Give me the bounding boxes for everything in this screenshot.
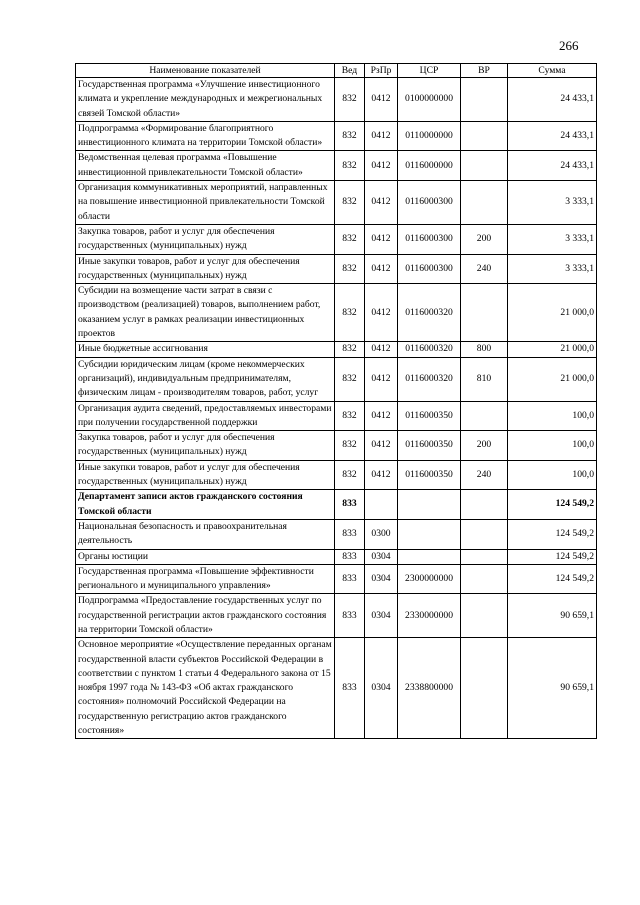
row-sum-cell: 100,0 (508, 401, 597, 431)
row-ved-cell: 832 (335, 254, 365, 284)
row-rzpr-cell: 0412 (365, 78, 398, 122)
row-csr-cell (398, 519, 461, 549)
row-vr-cell (461, 181, 508, 225)
column-header-ved: Вед (335, 64, 365, 78)
table-row (76, 78, 597, 122)
row-name-cell: Закупка товаров, работ и услуг для обеспечения государственных (муниципальных) нужд (76, 224, 335, 254)
row-rzpr-cell: 0412 (365, 224, 398, 254)
row-name-cell: Иные закупки товаров, работ и услуг для обеспечения государственных (муниципальных) нужд (76, 254, 335, 284)
row-csr-cell: 2338800000 (398, 638, 461, 739)
row-name-cell: Подпрограмма «Предоставление государственных услуг по государственной регистрации актов гражданского состояния на территории Томской области» (76, 594, 335, 638)
table-row (76, 284, 597, 342)
table-row (76, 519, 597, 549)
row-vr-cell (461, 490, 508, 520)
row-sum-cell: 124 549,2 (508, 490, 597, 520)
row-sum-cell: 3 333,1 (508, 254, 597, 284)
row-csr-cell: 0116000320 (398, 284, 461, 342)
budget-table (75, 63, 597, 739)
row-vr-cell: 240 (461, 460, 508, 490)
table-row (76, 549, 597, 564)
row-name-cell: Подпрограмма «Формирование благоприятного инвестиционного климата на территории Томской области» (76, 121, 335, 151)
table-body (76, 78, 597, 739)
table-row (76, 460, 597, 490)
row-csr-cell: 0116000350 (398, 460, 461, 490)
row-rzpr-cell (365, 490, 398, 520)
row-sum-cell: 124 549,2 (508, 549, 597, 564)
row-name-cell: Иные закупки товаров, работ и услуг для обеспечения государственных (муниципальных) нужд (76, 460, 335, 490)
table-row (76, 357, 597, 401)
row-vr-cell (461, 151, 508, 181)
row-csr-cell: 0116000300 (398, 181, 461, 225)
row-vr-cell (461, 638, 508, 739)
row-sum-cell: 21 000,0 (508, 357, 597, 401)
table-row (76, 490, 597, 520)
row-csr-cell: 0116000300 (398, 224, 461, 254)
row-vr-cell (461, 401, 508, 431)
row-ved-cell: 833 (335, 490, 365, 520)
row-name-cell: Национальная безопасность и правоохранительная деятельность (76, 519, 335, 549)
row-name-cell: Государственная программа «Повышение эффективности регионального и муниципального управления» (76, 564, 335, 594)
row-csr-cell: 2300000000 (398, 564, 461, 594)
row-vr-cell: 800 (461, 342, 508, 357)
row-vr-cell: 200 (461, 224, 508, 254)
row-rzpr-cell: 0304 (365, 594, 398, 638)
row-name-cell: Субсидии юридическим лицам (кроме некоммерческих организаций), индивидуальным предпринимателям, физическим лицам - производителям товаров, работ, услуг (76, 357, 335, 401)
row-rzpr-cell: 0412 (365, 431, 398, 461)
row-name-cell: Государственная программа «Улучшение инвестиционного климата и укрепление международных и межрегиональных связей Томской области» (76, 78, 335, 122)
column-header-sum: Сумма (508, 64, 597, 78)
row-rzpr-cell: 0304 (365, 549, 398, 564)
row-name-cell: Ведомственная целевая программа «Повышение инвестиционной привлекательности Томской области» (76, 151, 335, 181)
row-rzpr-cell: 0412 (365, 151, 398, 181)
row-ved-cell: 832 (335, 78, 365, 122)
row-rzpr-cell: 0412 (365, 357, 398, 401)
row-rzpr-cell: 0412 (365, 181, 398, 225)
row-csr-cell: 0116000300 (398, 254, 461, 284)
row-sum-cell: 124 549,2 (508, 519, 597, 549)
row-ved-cell: 833 (335, 564, 365, 594)
row-rzpr-cell: 0304 (365, 638, 398, 739)
row-ved-cell: 833 (335, 519, 365, 549)
table-row (76, 121, 597, 151)
table-row (76, 431, 597, 461)
row-vr-cell: 200 (461, 431, 508, 461)
table-row (76, 401, 597, 431)
row-rzpr-cell: 0304 (365, 564, 398, 594)
row-vr-cell (461, 564, 508, 594)
row-csr-cell: 0100000000 (398, 78, 461, 122)
column-header-rzpr: РзПр (365, 64, 398, 78)
row-vr-cell: 240 (461, 254, 508, 284)
row-csr-cell: 0116000350 (398, 401, 461, 431)
row-ved-cell: 833 (335, 594, 365, 638)
table-row (76, 564, 597, 594)
row-vr-cell (461, 78, 508, 122)
row-name-cell: Организация коммуникативных мероприятий, направленных на повышение инвестиционной привлекательности Томской области (76, 181, 335, 225)
row-vr-cell (461, 284, 508, 342)
table-row (76, 342, 597, 357)
table-header-row (76, 64, 597, 78)
table-row (76, 151, 597, 181)
row-csr-cell: 0116000320 (398, 357, 461, 401)
row-sum-cell: 90 659,1 (508, 638, 597, 739)
row-csr-cell: 0110000000 (398, 121, 461, 151)
row-rzpr-cell: 0412 (365, 121, 398, 151)
row-sum-cell: 21 000,0 (508, 284, 597, 342)
row-ved-cell: 832 (335, 342, 365, 357)
row-ved-cell: 833 (335, 549, 365, 564)
column-header-vr: ВР (461, 64, 508, 78)
row-sum-cell: 90 659,1 (508, 594, 597, 638)
row-name-cell: Департамент записи актов гражданского состояния Томской области (76, 490, 335, 520)
row-sum-cell: 124 549,2 (508, 564, 597, 594)
row-vr-cell (461, 121, 508, 151)
row-ved-cell: 832 (335, 401, 365, 431)
row-rzpr-cell: 0412 (365, 401, 398, 431)
column-header-csr: ЦСР (398, 64, 461, 78)
row-csr-cell: 0116000320 (398, 342, 461, 357)
row-name-cell: Закупка товаров, работ и услуг для обеспечения государственных (муниципальных) нужд (76, 431, 335, 461)
row-rzpr-cell: 0300 (365, 519, 398, 549)
table-row (76, 594, 597, 638)
row-ved-cell: 832 (335, 224, 365, 254)
row-sum-cell: 24 433,1 (508, 78, 597, 122)
row-ved-cell: 832 (335, 431, 365, 461)
row-name-cell: Основное мероприятие «Осуществление переданных органам государственной власти субъектов Российской Федерации в соответствии с пунктом 1 статьи 4 Федерального закона от 15 ноября 1997 года № 143-ФЗ «Об актах гражданского состояния» полномочий Российской Федерации на государственную регистрацию актов гражданского состояния» (76, 638, 335, 739)
row-ved-cell: 832 (335, 181, 365, 225)
row-rzpr-cell: 0412 (365, 254, 398, 284)
row-sum-cell: 3 333,1 (508, 181, 597, 225)
row-rzpr-cell: 0412 (365, 342, 398, 357)
row-csr-cell: 2330000000 (398, 594, 461, 638)
row-ved-cell: 832 (335, 151, 365, 181)
row-ved-cell: 832 (335, 357, 365, 401)
table-row (76, 638, 597, 739)
row-sum-cell: 24 433,1 (508, 121, 597, 151)
row-ved-cell: 832 (335, 460, 365, 490)
row-csr-cell (398, 549, 461, 564)
row-name-cell: Иные бюджетные ассигнования (76, 342, 335, 357)
row-sum-cell: 3 333,1 (508, 224, 597, 254)
row-name-cell: Органы юстиции (76, 549, 335, 564)
row-sum-cell: 24 433,1 (508, 151, 597, 181)
row-csr-cell: 0116000000 (398, 151, 461, 181)
row-vr-cell (461, 594, 508, 638)
row-ved-cell: 833 (335, 638, 365, 739)
column-header-name: Наименование показателей (76, 64, 335, 78)
row-ved-cell: 832 (335, 121, 365, 151)
row-csr-cell: 0116000350 (398, 431, 461, 461)
row-sum-cell: 100,0 (508, 460, 597, 490)
table-row (76, 224, 597, 254)
row-vr-cell: 810 (461, 357, 508, 401)
row-ved-cell: 832 (335, 284, 365, 342)
row-rzpr-cell: 0412 (365, 284, 398, 342)
row-name-cell: Субсидии на возмещение части затрат в связи с производством (реализацией) товаров, выполнением работ, оказанием услуг в рамках реализации инвестиционных проектов (76, 284, 335, 342)
row-sum-cell: 100,0 (508, 431, 597, 461)
row-name-cell: Организация аудита сведений, предоставляемых инвесторами при получении государственной поддержки (76, 401, 335, 431)
row-csr-cell (398, 490, 461, 520)
row-rzpr-cell: 0412 (365, 460, 398, 490)
row-vr-cell (461, 519, 508, 549)
row-vr-cell (461, 549, 508, 564)
table-row (76, 181, 597, 225)
table-row (76, 254, 597, 284)
row-sum-cell: 21 000,0 (508, 342, 597, 357)
page-number: 266 (559, 38, 579, 53)
